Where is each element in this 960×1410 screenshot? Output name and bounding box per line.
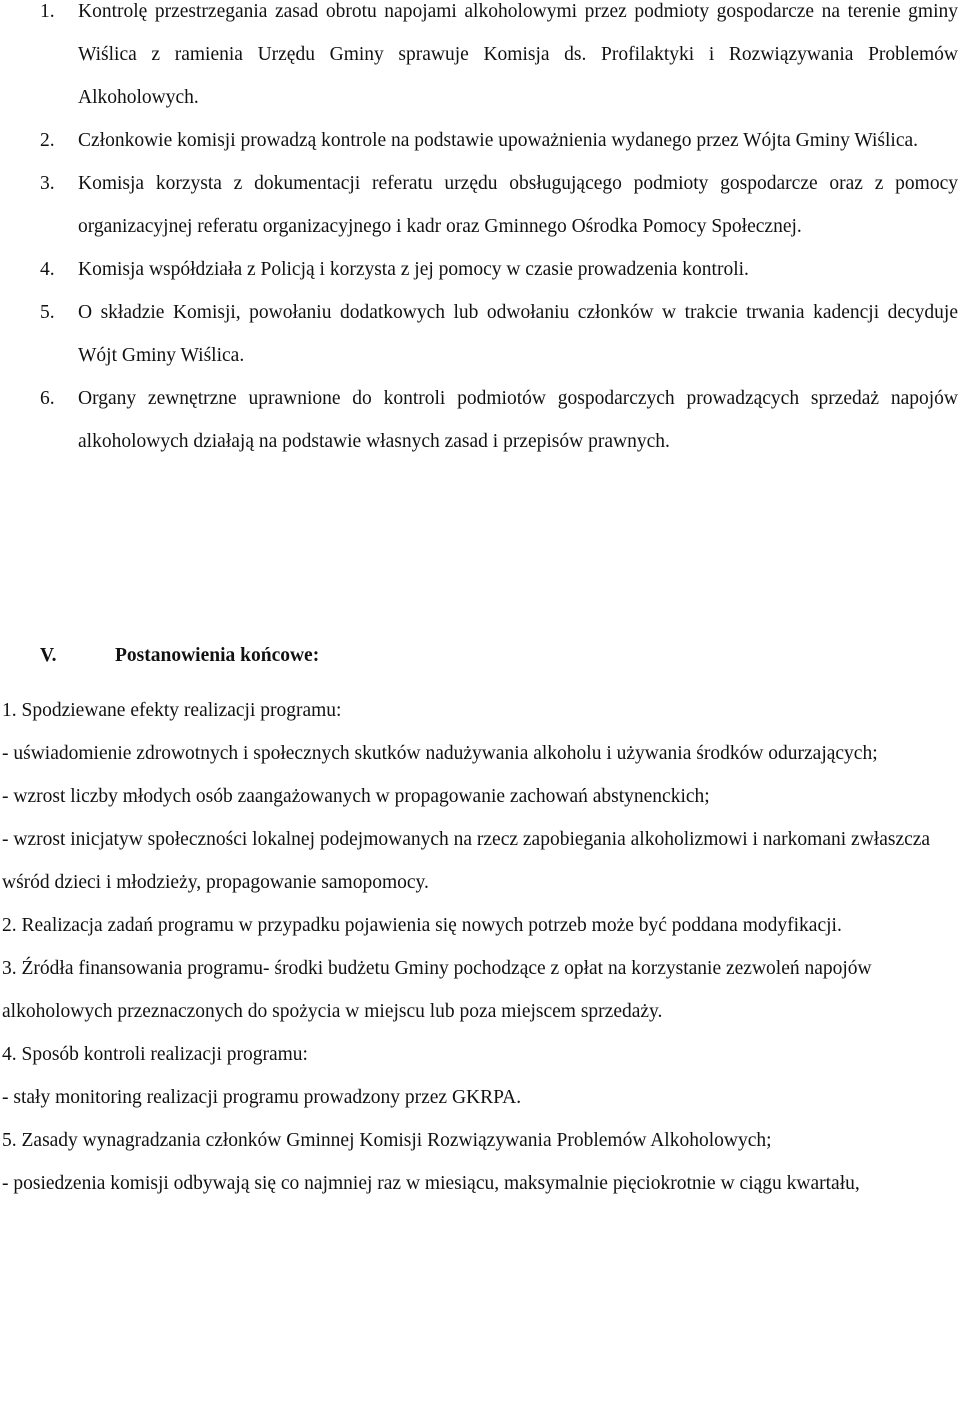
item-text: Członkowie komisji prowadzą kontrole na podstawie upoważnienia wydanego przez Wójta Gminy Wiślica. (78, 130, 919, 151)
list-item (0, 119, 958, 162)
paragraph: 2. Realizacja zadań programu w przypadku pojawienia się nowych potrzeb może być poddana modyfikacji. (2, 915, 842, 936)
paragraph: - posiedzenia komisji odbywają się co najmniej raz w miesiącu, maksymalnie pięciokrotnie w ciągu kwartału, (2, 1173, 860, 1194)
list-item (0, 0, 958, 119)
list-item (0, 291, 958, 377)
section-title: Postanowienia końcowe: (115, 645, 320, 666)
item-number: 5. (40, 302, 55, 323)
paragraph: - uświadomienie zdrowotnych i społecznych skutków nadużywania alkoholu i używania środków odurzających; (2, 743, 878, 764)
list-item (0, 248, 958, 291)
item-number: 6. (40, 388, 55, 409)
final-provisions (2, 689, 952, 1205)
section-4-list (0, 0, 958, 463)
list-item (0, 162, 958, 248)
item-number: 3. (40, 173, 55, 194)
item-text: Komisja współdziała z Policją i korzysta z jej pomocy w czasie prowadzenia kontroli. (78, 259, 749, 280)
paragraph: 3. Źródła finansowania programu- środki budżetu Gminy pochodzące z opłat na korzystanie zezwoleń napojów alkoholowych przeznaczonych do spożycia w miejscu lub poza miejscem sprzedaży. (2, 958, 872, 1022)
item-number: 4. (40, 259, 55, 280)
item-text: O składzie Komisji, powołaniu dodatkowych lub odwołaniu członków w trakcie trwania kadencji decyduje Wójt Gminy Wiślica. (78, 302, 958, 366)
paragraph: 4. Sposób kontroli realizacji programu: (2, 1044, 308, 1065)
list-item (0, 377, 958, 463)
paragraph: 5. Zasady wynagradzania członków Gminnej Komisji Rozwiązywania Problemów Alkoholowych; (2, 1130, 772, 1151)
item-number: 1. (40, 1, 55, 22)
item-text: Organy zewnętrzne uprawnione do kontroli podmiotów gospodarczych prowadzących sprzedaż napojów alkoholowych działają na podstawie własnych zasad i przepisów prawnych. (78, 388, 958, 452)
item-number: 2. (40, 130, 55, 151)
section-heading (40, 634, 319, 677)
paragraph: - stały monitoring realizacji programu prowadzony przez GKRPA. (2, 1087, 522, 1108)
paragraph: 1. Spodziewane efekty realizacji programu: (2, 700, 342, 721)
item-text: Komisja korzysta z dokumentacji referatu urzędu obsługującego podmioty gospodarcze oraz z pomocy organizacyjnej referatu organizacyjnego i kadr oraz Gminnego Ośrodka Pomocy Społecznej. (78, 173, 958, 237)
paragraph: - wzrost inicjatyw społeczności lokalnej podejmowanych na rzecz zapobiegania alkoholizmowi i narkomani zwłaszcza wśród dzieci i młodzieży, propagowanie samopomocy. (2, 829, 931, 893)
paragraph: - wzrost liczby młodych osób zaangażowanych w propagowanie zachowań abstynenckich; (2, 786, 710, 807)
section-number: V. (40, 645, 57, 666)
item-text: Kontrolę przestrzegania zasad obrotu napojami alkoholowymi przez podmioty gospodarcze na terenie gminy Wiślica z ramienia Urzędu Gminy sprawuje Komisja ds. Profilaktyki i Rozwiązywania Problemów Alkoholowych. (78, 1, 958, 108)
